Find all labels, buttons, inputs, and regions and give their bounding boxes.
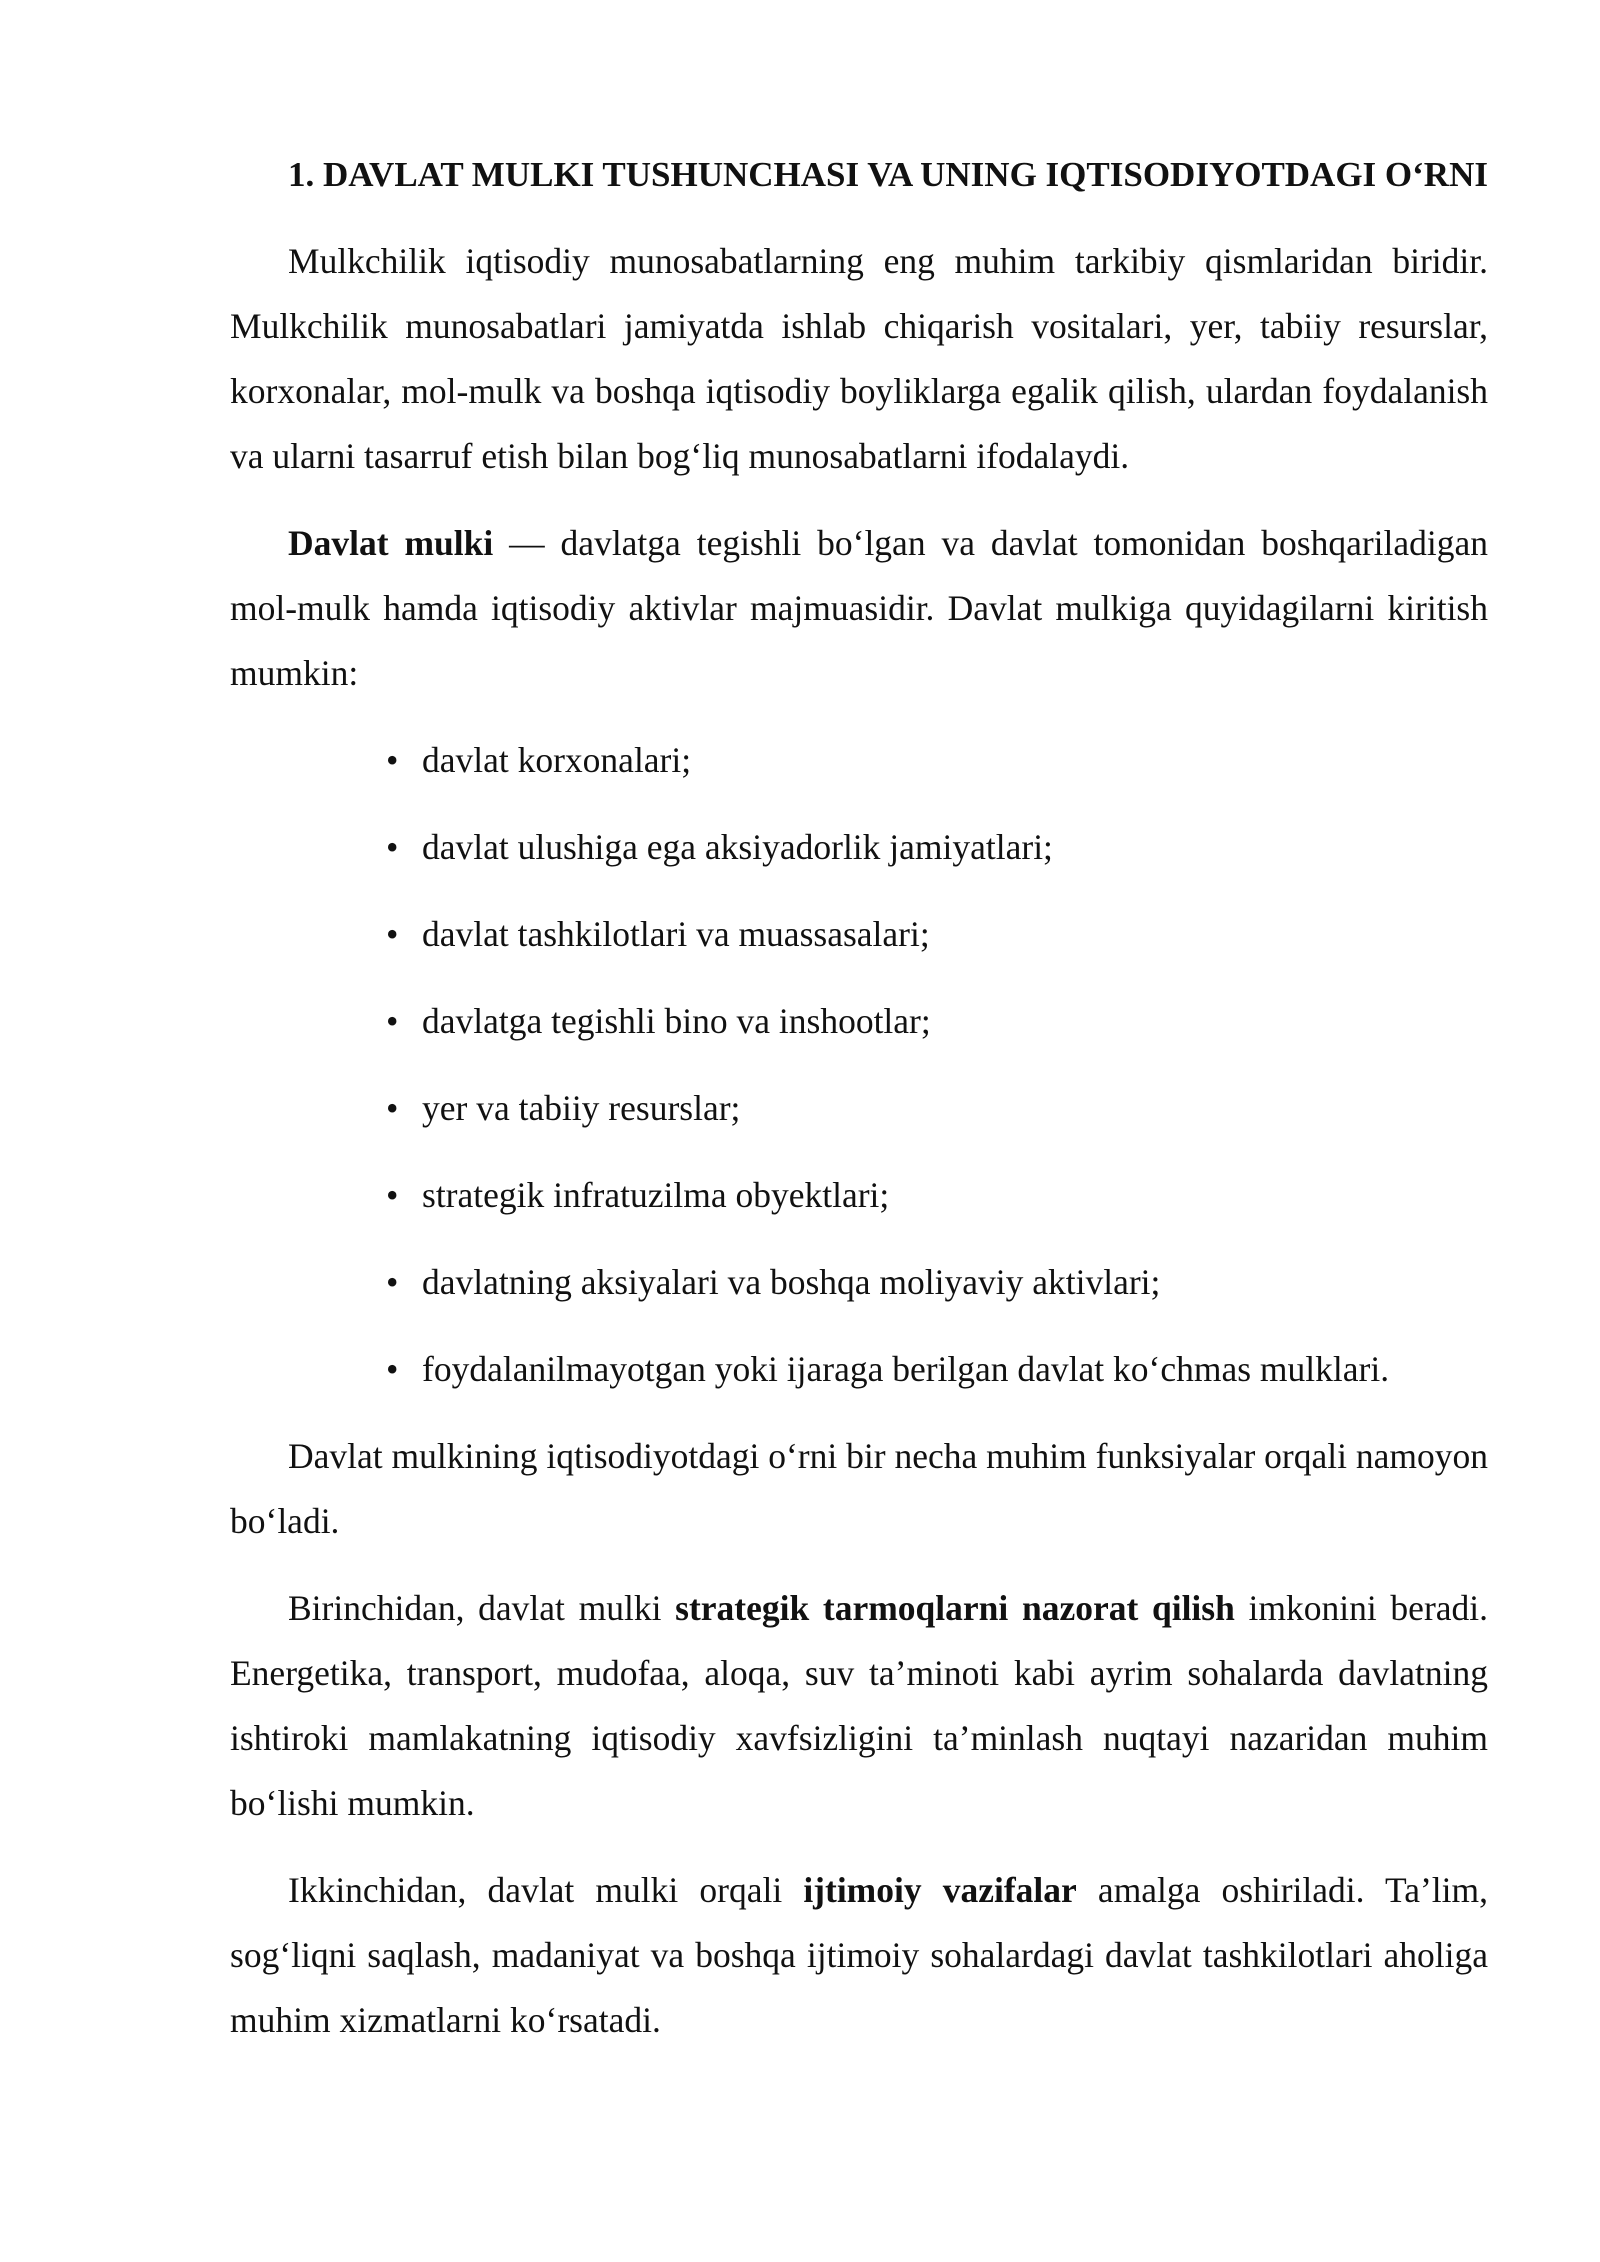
list-item: • yer va tabiiy resurslar;	[422, 1076, 1488, 1141]
list-item: • davlatga tegishli bino va inshootlar;	[422, 989, 1488, 1054]
paragraph-first	[230, 1576, 1488, 1836]
paragraph-second-bold: ijtimoiy vazifalar	[803, 1870, 1077, 1910]
list-item: • davlat tashkilotlari va muassasalari;	[422, 902, 1488, 967]
list-item: • davlatning aksiyalari va boshqa moliyaviy aktivlari;	[422, 1250, 1488, 1315]
paragraph-definition	[230, 511, 1488, 706]
document-page	[230, 0, 1488, 2053]
paragraph-intro: Mulkchilik iqtisodiy munosabatlarning eng muhim tarkibiy qismlaridan biridir. Mulkchilik munosabatlari jamiyatda ishlab chiqarish vositalari, yer, tabiiy resurslar, korxonalar, mol-mulk va boshqa iqtisodiy boyliklarga egalik qilish, ulardan foydalanish va ularni tasarruf etish bilan bog‘liq munosabatlarni ifodalaydi.	[230, 241, 1488, 476]
paragraph-second-before: Ikkinchidan, davlat mulki orqali	[288, 1870, 804, 1910]
paragraph-first-after: imkonini beradi. Energetika, transport, mudofaa, aloqa, suv ta’minoti kabi ayrim sohalarda davlatning ishtiroki mamlakatning iqtisodiy xavfsizligini ta’minlash nuqtayi nazaridan muhim bo‘lishi mumkin.	[230, 1588, 1489, 1823]
list-item: • davlat ulushiga ega aksiyadorlik jamiyatlari;	[422, 815, 1488, 880]
property-list	[230, 728, 1488, 1402]
paragraph-second-after: amalga oshiriladi. Ta’lim, sog‘liqni saqlash, madaniyat va boshqa ijtimoiy sohalardagi davlat tashkilotlari aholiga muhim xizmatlarni ko‘rsatadi.	[230, 1870, 1488, 2040]
section-heading: 1. DAVLAT MULKI TUSHUNCHASI VA UNING IQTISODIYOTDAGI O‘RNI	[288, 155, 1488, 194]
paragraph-first-bold: strategik tarmoqlarni nazorat qilish	[675, 1588, 1235, 1628]
definition-term: Davlat mulki	[288, 523, 494, 563]
list-item: • davlat korxonalari;	[422, 728, 1488, 793]
paragraph-second	[230, 1858, 1488, 2053]
paragraph-role: Davlat mulkining iqtisodiyotdagi o‘rni bir necha muhim funksiyalar orqali namoyon bo‘ladi.	[230, 1436, 1488, 1541]
paragraph-first-before: Birinchidan, davlat mulki	[288, 1588, 676, 1628]
list-item: • strategik infratuzilma obyektlari;	[422, 1163, 1488, 1228]
list-item: • foydalanilmayotgan yoki ijaraga berilgan davlat ko‘chmas mulklari.	[422, 1337, 1488, 1402]
definition-text: — davlatga tegishli bo‘lgan va davlat tomonidan boshqariladigan mol-mulk hamda iqtisodiy aktivlar majmuasidir. Davlat mulkiga quyidagilarni kiritish mumkin:	[230, 523, 1488, 693]
